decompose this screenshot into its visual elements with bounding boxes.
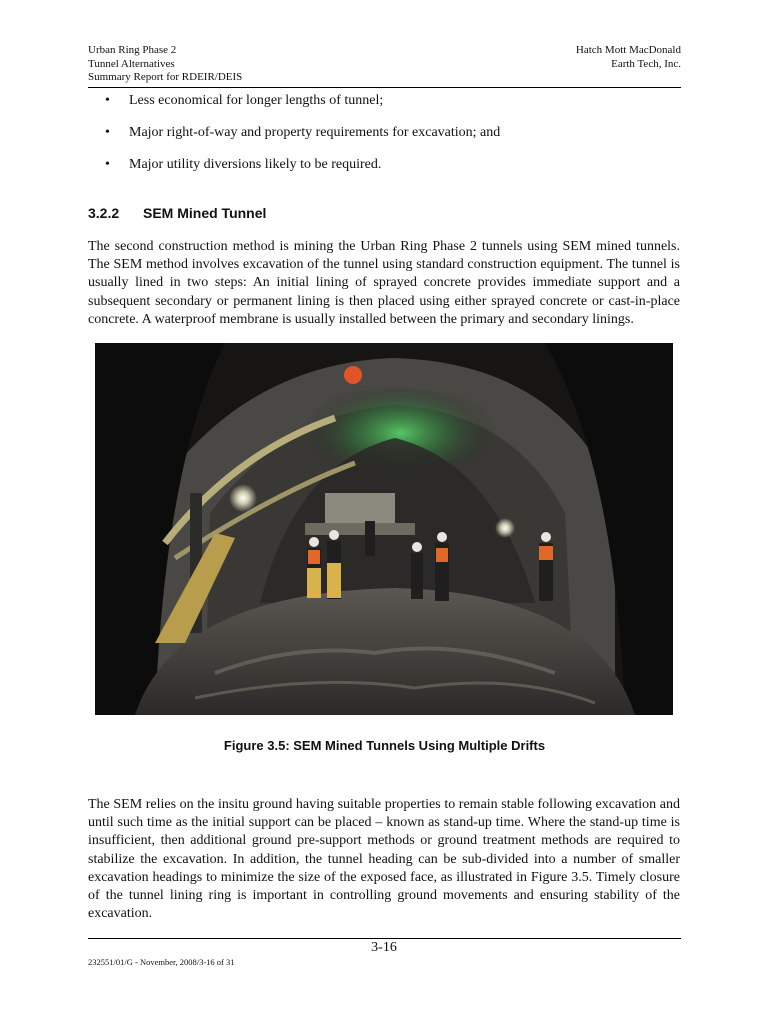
bullet-icon: • (105, 125, 110, 140)
header-divider (88, 87, 681, 88)
list-item (88, 124, 681, 141)
footer-divider (88, 938, 681, 939)
header-left (88, 44, 242, 85)
section-number: 3.2.2 (88, 205, 120, 221)
section-title: SEM Mined Tunnel (143, 205, 267, 221)
list-item (88, 92, 681, 109)
tunnel-photo (95, 343, 673, 715)
header-company-2: Earth Tech, Inc. (611, 57, 681, 70)
body-paragraph: The SEM relies on the insitu ground having suitable properties to remain stable following excavation and until such time as the initial support can be placed – known as stand-up time. Where the stand-up time is insufficient, then additional ground pre-support methods or ground treatment methods are required to stabilize the excavation. In addition, the tunnel heading can be sub-divided into a number of smaller excavation headings to minimize the size of the exposed face, as illustrated in Figure 3.5. Timely closure of the tunnel lining ring is important in controlling ground movements and ensuring stability of the excavation. (88, 797, 680, 922)
page-number: 3-16 (371, 940, 397, 955)
header-project-title: Urban Ring Phase 2 (88, 44, 177, 56)
header-report-subtitle: Summary Report for RDEIR/DEIS (88, 71, 243, 83)
bullet-icon: • (105, 157, 110, 172)
body-paragraph: The second construction method is mining the Urban Ring Phase 2 tunnels using SEM mined tunnels. The SEM method involves excavation of the tunnel using standard construction equipment. The tunnel is usually lined in two steps: An initial lining of sprayed concrete provides immediate support and a subsequent secondary or permanent lining is then placed using either sprayed concrete or cast-in-place concrete. A waterproof membrane is usually installed between the primary and secondary linings. (88, 239, 680, 327)
document-reference: 232551/01/G - November, 2008/3-16 of 31 (88, 957, 235, 967)
header-right (576, 44, 681, 71)
figure-caption: Figure 3.5: SEM Mined Tunnels Using Multiple Drifts (223, 738, 546, 753)
bullet-text: Major utility diversions likely to be required. (129, 157, 382, 172)
header-company-1: Hatch Mott MacDonald (575, 44, 681, 56)
bullet-list (88, 92, 681, 188)
bullet-text: Major right-of-way and property requirements for excavation; and (129, 125, 501, 140)
bullet-text: Less economical for longer lengths of tunnel; (129, 93, 384, 108)
section-heading (88, 205, 266, 221)
header-report-title: Tunnel Alternatives (88, 57, 175, 70)
bullet-icon: • (105, 93, 110, 108)
list-item (88, 156, 681, 173)
